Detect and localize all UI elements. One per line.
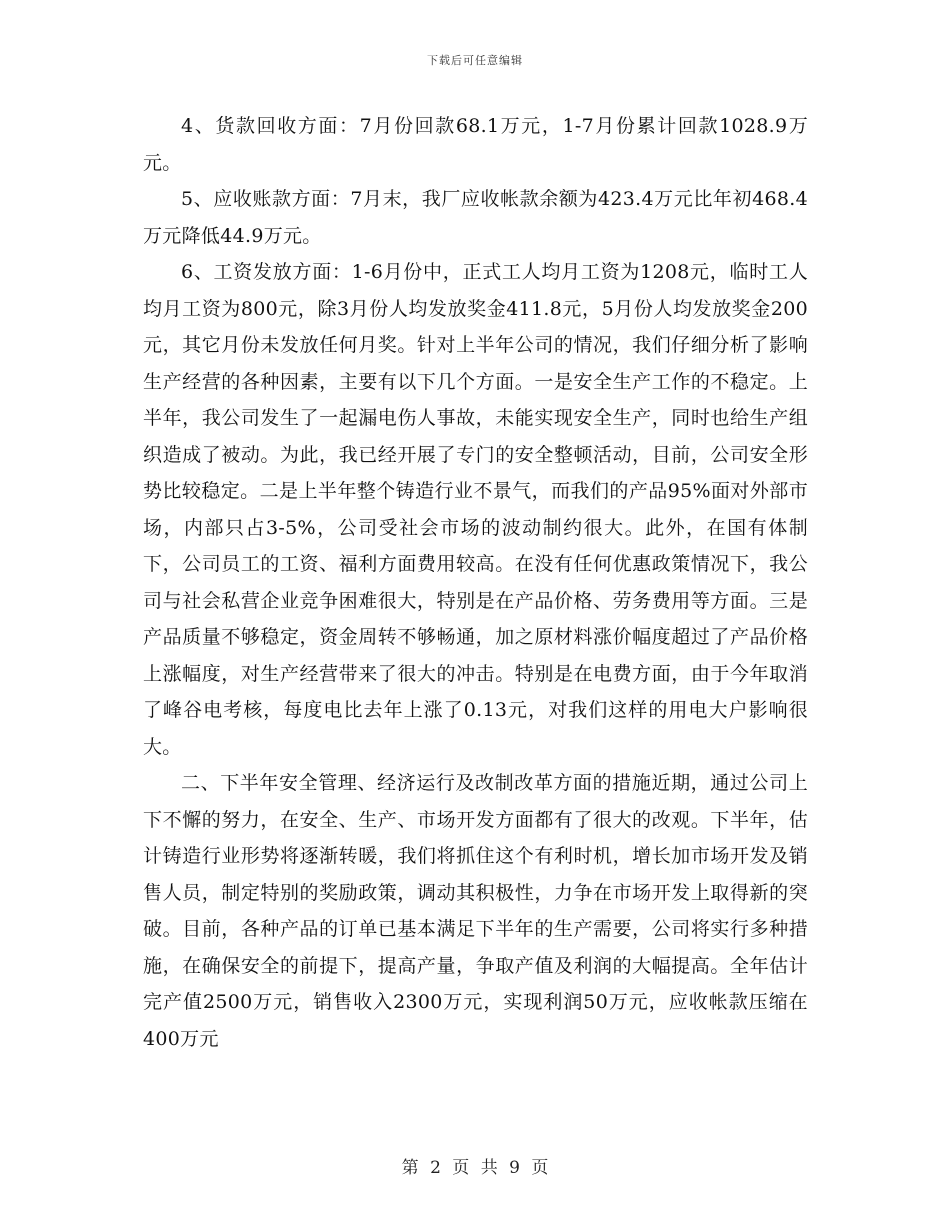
page-footer: 第 2 页 共 9 页 [401,1158,549,1178]
page-header: 下载后可任意编辑 [427,54,523,67]
paragraph-accounts-receivable: 5、应收账款方面：7月末，我厂应收帐款余额为423.4万元比年初468.4万元降低44.9万元。 [143,188,808,247]
paragraph-payment-collection: 4、货款回收方面：7月份回款68.1万元，1-7月份累计回款1028.9万元。 [143,115,808,174]
document-body [143,108,808,1057]
paragraph-wage-payment: 6、工资发放方面：1-6月份中，正式工人均月工资为1208元，临时工人均月工资为800元，除3月份人均发放奖金411.8元，5月份人均发放奖金200元，其它月份未发放任何月奖。针对上半年公司的情况，我们仔细分析了影响生产经营的各种因素，主要有以下几个方面。一是安全生产工作的不稳定。上半年，我公司发生了一起漏电伤人事故，未能实现安全生产，同时也给生产组织造成了被动。为此，我已经开展了专门的安全整顿活动，目前，公司安全形势比较稳定。二是上半年整个铸造行业不景气，而我们的产品95%面对外部市场，内部只占3-5%，公司受社会市场的波动制约很大。此外，在国有体制下，公司员工的工资、福利方面费用较高。在没有任何优惠政策情况下，我公司与社会私营企业竞争困难很大，特别是在产品价格、劳务费用等方面。三是产品质量不够稳定，资金周转不够畅通，加之原材料涨价幅度超过了产品价格上涨幅度，对生产经营带来了很大的冲击。特别是在电费方面，由于今年取消了峰谷电考核，每度电比去年上涨了0.13元，对我们这样的用电大户影响很大。 [143,261,808,758]
paragraph-second-half-measures: 二、下半年安全管理、经济运行及改制改革方面的措施近期，通过公司上下不懈的努力，在安全、生产、市场开发方面都有了很大的改观。下半年，估计铸造行业形势将逐渐转暖，我们将抓住这个有利时机，增长加市场开发及销售人员，制定特别的奖励政策，调动其积极性，力争在市场开发上取得新的突破。目前，各种产品的订单已基本满足下半年的生产需要，公司将实行多种措施，在确保安全的前提下，提高产量，争取产值及利润的大幅提高。全年估计完产值2500万元，销售收入2300万元，实现利润50万元，应收帐款压缩在400万元 [143,772,808,1050]
